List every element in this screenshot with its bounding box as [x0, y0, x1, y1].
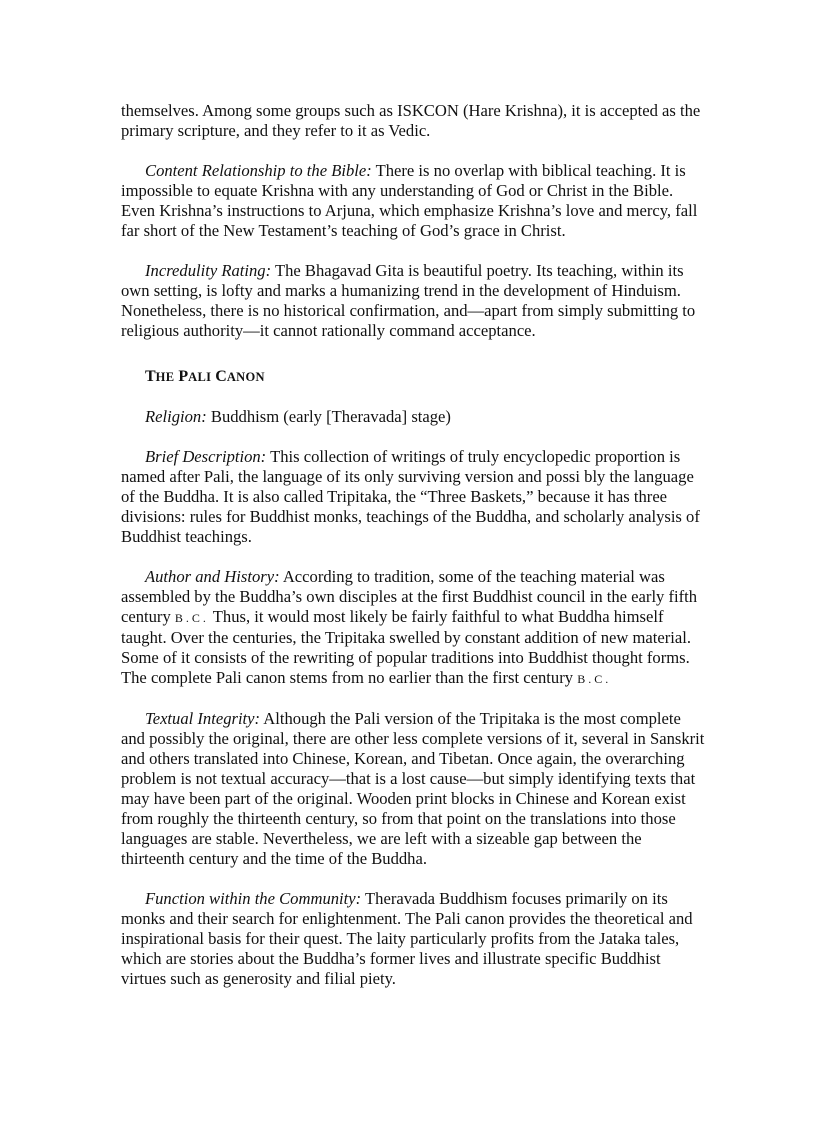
- era-marker-bc-1: B.C.: [174, 611, 209, 625]
- function-community-label: Function within the Community:: [145, 889, 362, 908]
- incredulity-rating-text: The Bhagavad Gita is beautiful poetry. Its teaching, within its own setting, is lofty and marks a humanizing trend in the development of Hinduism. Nonetheless, there is no historical confirmation, and—apart from simply submitting to religious authority—it cannot rationally command acceptance.: [121, 261, 696, 340]
- content-relationship-text: There is no overlap with biblical teaching. It is impossible to equate Krishna with any understanding of God or Christ in the Bible. Even Krishna’s instructions to Arjuna, which emphasize Krishna’s love and mercy, fall far short of the New Testament’s teaching of God’s grace in Christ.: [121, 161, 698, 240]
- opening-paragraph: [121, 101, 706, 141]
- heading-word-pali-rest: ALI: [188, 370, 212, 384]
- brief-description-text: This collection of writings of truly encyclopedic proportion is named after Pali, the language of its only surviving version and possi bly the language of the Buddha. It is also called Tripitaka, the “Three Baskets,” because it has three divisions: rules for Buddhist monks, teachings of the Buddha, and scholarly analysis of Buddhist teachings.: [121, 447, 700, 546]
- heading-word-canon-rest: ANON: [226, 370, 265, 384]
- heading-word-pali-initial: P: [178, 368, 189, 385]
- heading-word-the-rest: HE: [155, 370, 175, 384]
- textual-integrity-text: Although the Pali version of the Tripitaka is the most complete and possibly the original, there are other less complete versions of it, several in Sanskrit and others translated into Chinese, Korean, and Tibetan. Once again, the overarching problem is not textual accuracy—that is a lost cause—but simply identifying texts that may have been part of the original. Wooden print blocks in Chinese and Korean exist from roughly the thirteenth century, so from that point on the translations into those languages are stable. Nevertheless, we are left with a sizeable gap between the thirteenth century and the time of the Buddha.: [121, 709, 705, 868]
- incredulity-rating-label: Incredulity Rating:: [145, 261, 272, 280]
- textual-integrity-paragraph: [121, 709, 706, 869]
- author-history-paragraph: [121, 567, 706, 689]
- heading-word-canon-initial: C: [215, 368, 227, 385]
- brief-description-paragraph: [121, 447, 706, 547]
- era-marker-bc-2: B.C.: [577, 672, 612, 686]
- document-page: [121, 101, 706, 1009]
- function-community-text: Theravada Buddhism focuses primarily on its monks and their search for enlightenment. The Pali canon provides the theoretical and inspirational basis for their quest. The laity particularly profits from the Jataka tales, which are stories about the Buddha’s former lives and illustrate specific Buddhist virtues such as generosity and filial piety.: [121, 889, 693, 988]
- brief-description-label: Brief Description:: [145, 447, 267, 466]
- textual-integrity-label: Textual Integrity:: [145, 709, 261, 728]
- function-community-paragraph: [121, 889, 706, 989]
- heading-word-the-initial: T: [145, 368, 156, 385]
- opening-text: themselves. Among some groups such as ISKCON (Hare Krishna), it is accepted as the primary scripture, and they refer to it as Vedic.: [121, 101, 701, 140]
- religion-label: Religion:: [145, 407, 207, 426]
- content-relationship-paragraph: [121, 161, 706, 241]
- author-history-label: Author and History:: [145, 567, 280, 586]
- author-history-text-1: According to tradition, some of the teaching material was assembled by the Buddha’s own disciples at the first Buddhist council in the early fifth century: [121, 567, 698, 626]
- section-heading-pali-canon: [121, 361, 706, 387]
- religion-paragraph: [121, 407, 706, 427]
- content-relationship-label: Content Relationship to the Bible:: [145, 161, 372, 180]
- incredulity-rating-paragraph: [121, 261, 706, 341]
- religion-text: Buddhism (early [Theravada] stage): [206, 407, 451, 426]
- author-history-text-2: Thus, it would most likely be fairly faithful to what Buddha himself taught. Over the centuries, the Tripitaka swelled by constant addition of new material. Some of it consists of the rewriting of popular traditions into Buddhist thought forms. The complete Pali canon stems from no earlier than the first century: [121, 607, 692, 687]
